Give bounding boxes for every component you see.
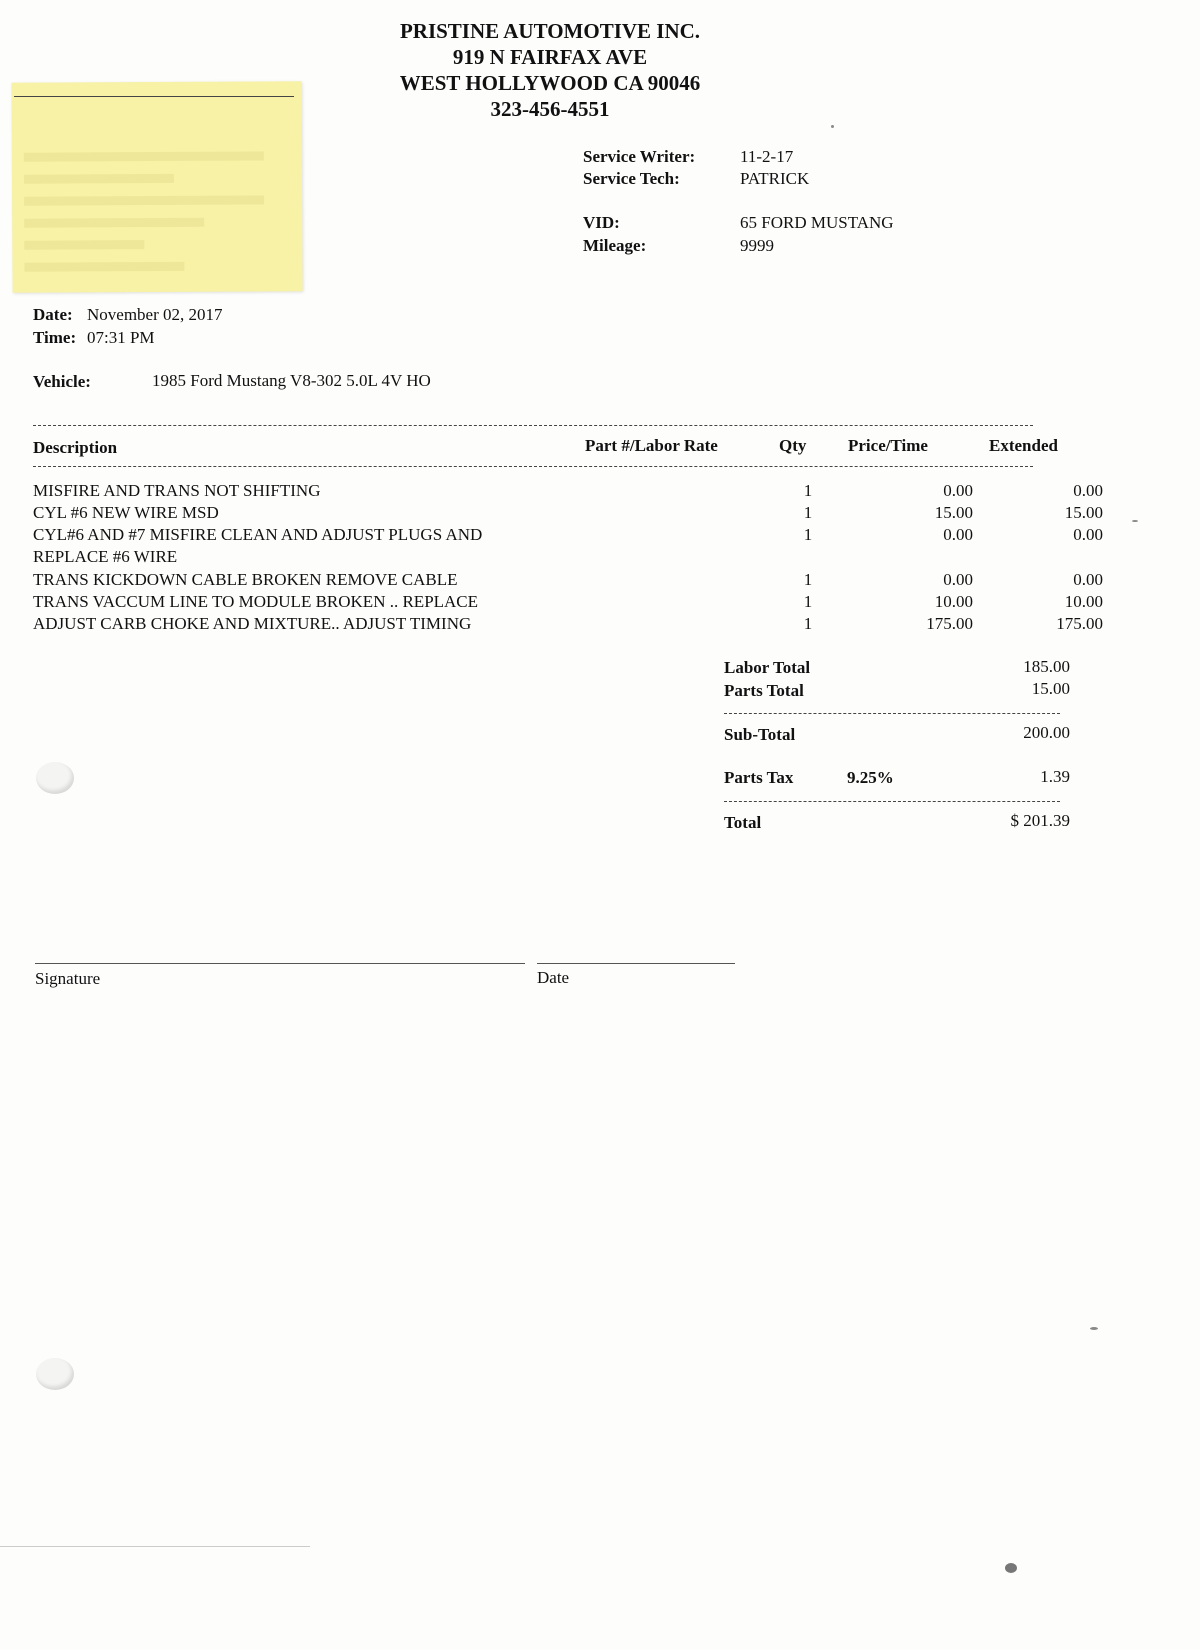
row-description: MISFIRE AND TRANS NOT SHIFTING — [33, 481, 321, 500]
table-row — [33, 614, 1103, 636]
row-qty: 1 — [803, 614, 813, 633]
row-extended: 0.00 — [1073, 525, 1103, 544]
parts-tax-rate: 9.25% — [847, 768, 894, 787]
scan-speck — [1132, 520, 1138, 522]
table-header-rule — [33, 466, 1033, 467]
company-name: PRISTINE AUTOMOTIVE INC. — [399, 19, 701, 43]
mileage-label: Mileage: — [583, 236, 647, 255]
row-price: 0.00 — [943, 525, 973, 544]
company-phone: 323-456-4551 — [490, 97, 610, 121]
table-top-rule — [33, 425, 1033, 426]
scan-speck — [1005, 1563, 1017, 1573]
row-price: 10.00 — [934, 592, 973, 611]
parts-tax-label: Parts Tax — [724, 768, 794, 787]
punch-hole — [36, 762, 74, 794]
vehicle-value: 1985 Ford Mustang V8-302 5.0L 4V HO — [152, 371, 431, 390]
table-row — [33, 547, 1073, 569]
row-description: CYL#6 AND #7 MISFIRE CLEAN AND ADJUST PLUGS AND — [33, 525, 483, 544]
parts-total-value: 15.00 — [1031, 679, 1070, 698]
vehicle-label: Vehicle: — [33, 372, 91, 391]
labor-total-value: 185.00 — [1023, 657, 1070, 676]
parts-tax-value: 1.39 — [1040, 767, 1070, 786]
vid-label: VID: — [583, 213, 620, 232]
date-label: Date: — [33, 305, 73, 324]
labor-total-label: Labor Total — [724, 658, 811, 677]
row-extended: 0.00 — [1073, 570, 1103, 589]
table-row — [33, 525, 1103, 547]
row-extended: 175.00 — [1056, 614, 1103, 633]
row-price: 175.00 — [926, 614, 973, 633]
service-writer-value: 11-2-17 — [740, 147, 794, 166]
subtotal-rule — [724, 713, 1060, 714]
scan-edge-line — [0, 1546, 310, 1547]
total-rule — [724, 801, 1060, 802]
scan-speck — [1090, 1327, 1098, 1330]
total-value: $ 201.39 — [1010, 811, 1070, 830]
mileage-value: 9999 — [740, 236, 774, 255]
col-header-part-labor-rate: Part #/Labor Rate — [585, 436, 718, 455]
table-row — [33, 503, 1103, 525]
parts-total-label: Parts Total — [724, 681, 804, 700]
table-row — [33, 570, 1103, 592]
row-extended: 15.00 — [1064, 503, 1103, 522]
row-extended: 10.00 — [1064, 592, 1103, 611]
col-header-description: Description — [33, 438, 118, 457]
signature-line — [35, 963, 525, 964]
row-qty: 1 — [803, 570, 813, 589]
service-writer-label: Service Writer: — [583, 147, 696, 166]
table-row — [33, 481, 1103, 503]
time-label: Time: — [33, 328, 77, 347]
subtotal-label: Sub-Total — [724, 725, 796, 744]
row-qty: 1 — [803, 503, 813, 522]
col-header-qty: Qty — [779, 436, 807, 455]
row-description: TRANS KICKDOWN CABLE BROKEN REMOVE CABLE — [33, 570, 458, 589]
company-address-line2: WEST HOLLYWOOD CA 90046 — [399, 71, 701, 95]
vid-value: 65 FORD MUSTANG — [740, 213, 894, 232]
row-description: CYL #6 NEW WIRE MSD — [33, 503, 219, 522]
row-qty: 1 — [803, 481, 813, 500]
row-description: TRANS VACCUM LINE TO MODULE BROKEN .. REPLACE — [33, 592, 479, 611]
row-price: 15.00 — [934, 503, 973, 522]
total-label: Total — [724, 813, 762, 832]
signature-date-label: Date — [537, 968, 570, 987]
date-line — [537, 963, 735, 964]
row-price: 0.00 — [943, 481, 973, 500]
service-tech-label: Service Tech: — [583, 169, 680, 188]
subtotal-value: 200.00 — [1023, 723, 1070, 742]
company-address-line1: 919 N FAIRFAX AVE — [452, 45, 648, 69]
col-header-extended: Extended — [989, 436, 1058, 455]
row-extended: 0.00 — [1073, 481, 1103, 500]
scan-speck — [831, 125, 834, 128]
row-description: REPLACE #6 WIRE — [33, 547, 178, 566]
signature-label: Signature — [35, 969, 101, 988]
col-header-price-time: Price/Time — [848, 436, 928, 455]
row-description: ADJUST CARB CHOKE AND MIXTURE.. ADJUST TIMING — [33, 614, 472, 633]
row-price: 0.00 — [943, 570, 973, 589]
row-qty: 1 — [803, 592, 813, 611]
row-qty: 1 — [803, 525, 813, 544]
sticky-note-edge — [14, 96, 294, 97]
table-row — [33, 592, 1103, 614]
date-value: November 02, 2017 — [87, 305, 223, 324]
time-value: 07:31 PM — [87, 328, 155, 347]
punch-hole — [36, 1358, 74, 1390]
service-tech-value: PATRICK — [740, 169, 810, 188]
sticky-note — [11, 81, 302, 293]
